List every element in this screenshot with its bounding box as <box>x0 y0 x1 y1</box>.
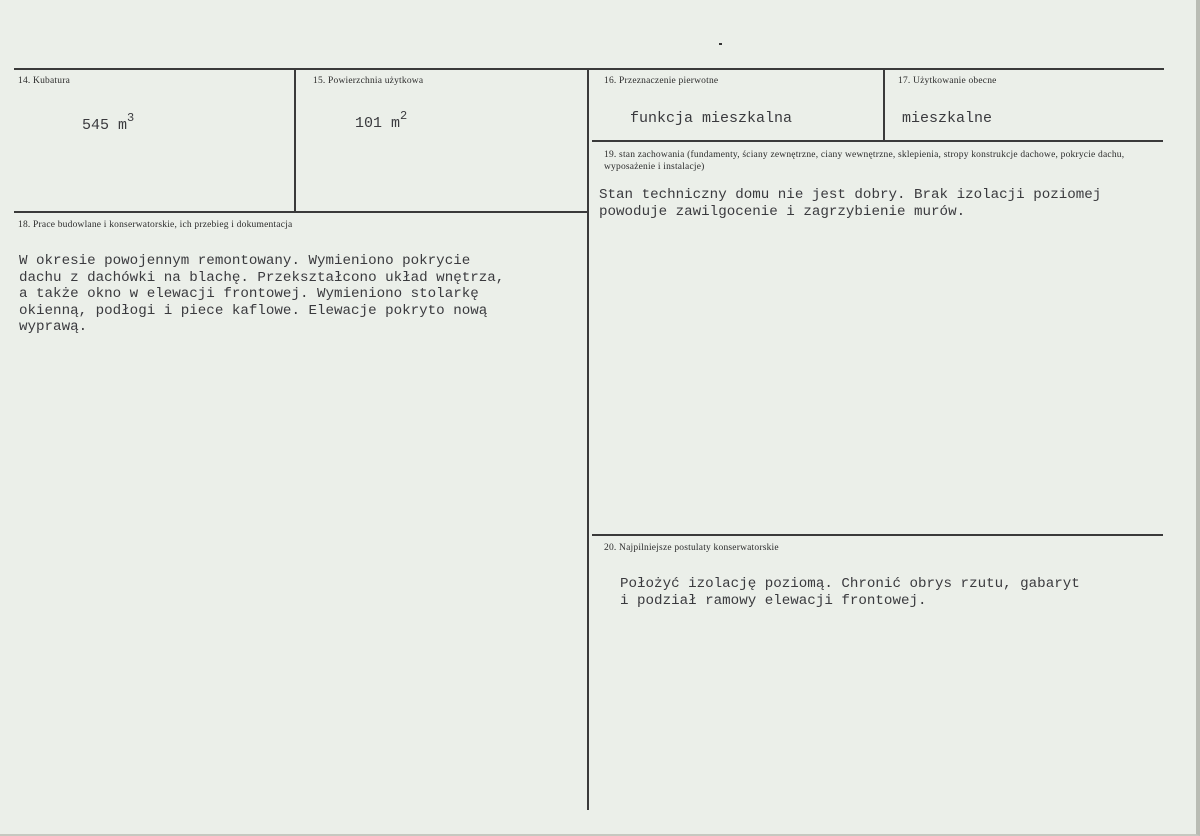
field-15-exponent: 2 <box>400 109 408 123</box>
field-14-label: 14. Kubatura <box>18 76 70 86</box>
mark-dot <box>719 43 722 45</box>
field-14-number: 545 <box>82 117 110 134</box>
field-15-number: 101 <box>355 115 383 132</box>
main-vertical-divider <box>587 70 589 810</box>
field-14-unit: m <box>118 117 128 134</box>
field-15-label: 15. Powierzchnia użytkowa <box>313 76 424 86</box>
top-rule <box>14 68 1164 70</box>
field-19-label: 19. stan zachowania (fundamenty, ściany zewnętrzne, ciany wewnętrzne, sklepienia, stropy konstrukcje dachowe, pokrycie dachu, wyposażenie i instalacje) <box>604 150 1125 172</box>
field-18-label: 18. Prace budowlane i konserwatorskie, ich przebieg i dokumentacja <box>18 220 293 230</box>
field-15-value <box>355 111 407 132</box>
field-14-value <box>82 113 134 134</box>
field-19-text: Stan techniczny domu nie jest dobry. Brak izolacji poziomej powoduje zawilgocenie i zagrzybienie murów. <box>599 187 1102 220</box>
rule-above-20 <box>592 534 1163 536</box>
field-15-unit: m <box>391 115 401 132</box>
field-14-exponent: 3 <box>127 111 135 125</box>
divider-14-15 <box>294 70 296 212</box>
rule-under-16-17 <box>592 140 1163 142</box>
field-16-label: 16. Przeznaczenie pierwotne <box>604 76 719 86</box>
field-16-value: funkcja mieszkalna <box>630 110 793 127</box>
divider-16-17 <box>883 70 885 140</box>
field-17-value: mieszkalne <box>902 110 993 127</box>
field-20-label: 20. Najpilniejsze postulaty konserwatorskie <box>604 543 779 553</box>
field-20-text: Położyć izolację poziomą. Chronić obrys rzutu, gabaryt i podział ramowy elewacji frontowej. <box>620 576 1080 609</box>
rule-under-14-15 <box>14 211 589 213</box>
field-18-text: W okresie powojennym remontowany. Wymieniono pokrycie dachu z dachówki na blachę. Przekształcono układ wnętrza, a także okno w elewacji frontowej. Wymieniono stolarkę okienną, podłogi i piece kaflowe. Elewacje pokryto nową wyprawą. <box>19 253 505 335</box>
field-17-label: 17. Użytkowanie obecne <box>898 76 997 86</box>
